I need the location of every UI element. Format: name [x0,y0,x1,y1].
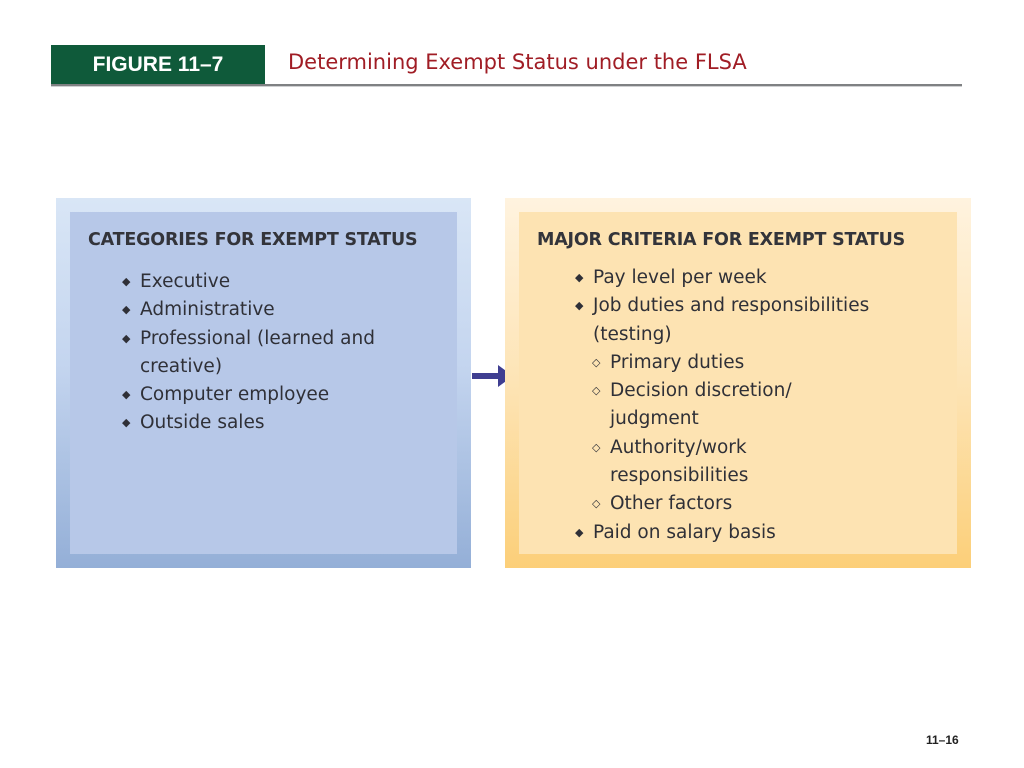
list-item [575,321,869,349]
list-item-text: judgment [610,408,699,430]
list-item-text: Computer employee [140,384,330,406]
list-item [122,381,375,409]
list-item [575,264,869,292]
categories-heading: CATEGORIES FOR EXEMPT STATUS [88,230,418,250]
list-item [575,462,869,490]
diamond-bullet-icon: ◆ [122,416,131,430]
list-item [575,405,869,433]
criteria-heading: MAJOR CRITERIA FOR EXEMPT STATUS [537,230,906,250]
criteria-list [575,264,869,547]
list-item [575,490,869,518]
diamond-bullet-icon: ◆ [122,388,131,402]
diamond-bullet-icon: ◆ [575,525,584,539]
list-item [575,377,869,405]
list-item [122,353,375,381]
figure-label-text: FIGURE 11–7 [92,53,224,76]
list-item-text: Executive [140,271,231,292]
list-item-text: Administrative [140,299,275,321]
list-item-text: (testing) [593,323,672,345]
header-divider-shadow [51,86,962,87]
list-item-text: Authority/work [610,436,747,458]
list-item-text: responsibilities [610,465,749,487]
list-item [122,325,375,353]
list-item-text: Other factors [610,493,733,515]
list-item [575,349,869,377]
diamond-bullet-icon: ◆ [122,303,131,317]
hollow-diamond-bullet-icon: ◇ [592,355,601,369]
list-item [575,519,869,547]
hollow-diamond-bullet-icon: ◇ [592,440,601,454]
list-item-text: creative) [140,355,223,377]
categories-list [122,268,375,438]
diamond-bullet-icon: ◆ [575,299,584,313]
list-item [575,292,869,320]
list-item-text: Professional (learned and [140,327,375,349]
list-item-text: Outside sales [140,412,265,434]
page-number: 11–16 [926,733,959,747]
diamond-bullet-icon: ◆ [122,331,131,345]
list-item [122,409,375,437]
hollow-diamond-bullet-icon: ◇ [592,497,601,511]
diamond-bullet-icon: ◆ [122,275,131,288]
diamond-bullet-icon: ◆ [575,271,584,284]
list-item [122,268,375,296]
list-item-text: Pay level per week [593,267,767,288]
list-item-text: Job duties and responsibilities [593,295,870,317]
list-item-text: Paid on salary basis [593,521,776,543]
list-item-text: Decision discretion/ [610,380,792,402]
figure-title: Determining Exempt Status under the FLSA [288,50,747,74]
list-item-text: Primary duties [610,351,745,373]
list-item [575,434,869,462]
figure-label [51,45,265,85]
list-item [122,296,375,324]
hollow-diamond-bullet-icon: ◇ [592,384,601,398]
